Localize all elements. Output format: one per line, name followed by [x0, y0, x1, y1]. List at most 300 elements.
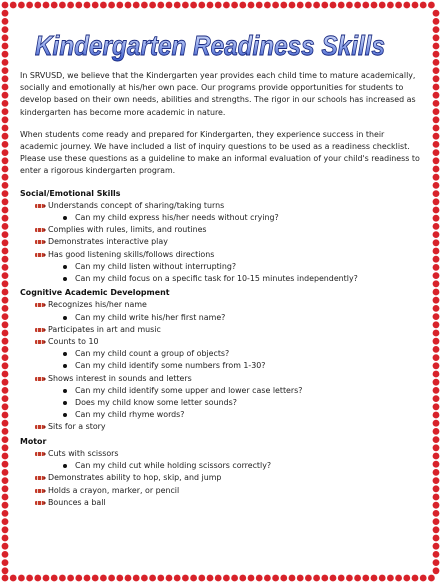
border-dot [18, 2, 25, 9]
section-title: Social/Emotional Skills [20, 188, 121, 198]
border-dot [433, 100, 440, 107]
border-dot [223, 2, 230, 9]
border-dot [239, 575, 246, 582]
border-dot [433, 231, 440, 238]
border-dot [26, 575, 33, 582]
sub-list [20, 261, 420, 285]
border-dot [256, 575, 263, 582]
border-dot [166, 2, 173, 9]
border-dot [433, 551, 440, 558]
border-dot [2, 403, 9, 410]
border-dot [354, 2, 361, 9]
border-dot [215, 575, 222, 582]
list-item-label: Cuts with scissors [48, 448, 119, 458]
border-dot [2, 100, 9, 107]
border-dot [92, 2, 99, 9]
border-dot [248, 575, 255, 582]
list-item-label: Demonstrates ability to hop, skip, and jump [48, 473, 222, 483]
checklist [20, 188, 420, 509]
border-dot [75, 575, 82, 582]
border-dot [433, 313, 440, 320]
sub-list-item [20, 385, 420, 397]
section-title: Motor [20, 436, 47, 446]
border-dot [18, 575, 25, 582]
border-dot [433, 477, 440, 484]
border-dot [433, 526, 440, 533]
border-dot [433, 239, 440, 246]
border-dot [2, 420, 9, 427]
border-dot [433, 272, 440, 279]
border-dot [420, 575, 427, 582]
border-dot [108, 575, 115, 582]
border-dot [2, 59, 9, 66]
crayon-icon [33, 203, 46, 209]
border-dot [362, 2, 369, 9]
border-dot [433, 92, 440, 99]
border-dot [395, 575, 402, 582]
list-item [20, 299, 420, 311]
border-dot [433, 371, 440, 378]
list-item [20, 249, 420, 261]
crayon-icon [33, 475, 46, 481]
border-dot [2, 116, 9, 123]
border-dot [387, 575, 394, 582]
border-dot [362, 575, 369, 582]
border-dot [2, 43, 9, 50]
sub-list-item-label: Can my child count a group of objects? [75, 349, 230, 359]
border-dot [2, 272, 9, 279]
border-dot [2, 182, 9, 189]
border-dot [116, 575, 123, 582]
border-dot [2, 231, 9, 238]
list-item [20, 224, 420, 236]
border-dot [2, 551, 9, 558]
border-dot [371, 2, 378, 9]
sub-list [20, 348, 420, 372]
border-dot [433, 469, 440, 476]
border-dot [433, 67, 440, 74]
sub-list-item-label: Can my child listen without interrupting? [75, 261, 237, 271]
sub-list [20, 460, 420, 472]
border-dot [10, 2, 17, 9]
border-dot [2, 75, 9, 82]
border-dot [433, 125, 440, 132]
border-dot [2, 198, 9, 205]
list-item-label: Understands concept of sharing/taking turns [48, 200, 225, 210]
border-dot [2, 84, 9, 91]
border-dot [2, 477, 9, 484]
border-dot [149, 575, 156, 582]
border-dot [2, 436, 9, 443]
border-dot [75, 2, 82, 9]
border-dot [231, 2, 238, 9]
sub-list-item [20, 409, 420, 421]
border-dot [2, 125, 9, 132]
border-dot [433, 51, 440, 58]
border-dot [371, 575, 378, 582]
border-dot [433, 494, 440, 501]
border-dot [51, 575, 58, 582]
border-dot [433, 157, 440, 164]
list-item [20, 336, 420, 348]
border-dot [433, 321, 440, 328]
border-dot [433, 215, 440, 222]
border-dot [433, 543, 440, 550]
border-dot [297, 2, 304, 9]
border-dot [2, 395, 9, 402]
border-dot [2, 518, 9, 525]
border-dot [67, 2, 74, 9]
border-dot [379, 2, 386, 9]
crayon-icon [33, 239, 46, 245]
border-dot [2, 453, 9, 460]
border-dot [207, 2, 214, 9]
border-dot [2, 141, 9, 148]
list-item-label: Sits for a story [48, 422, 106, 432]
border-dot [2, 321, 9, 328]
border-dot [2, 575, 9, 582]
sub-list-item-label: Can my child identify some upper and lower case letters? [75, 385, 303, 395]
crayon-icon [33, 500, 46, 506]
border-dot [2, 346, 9, 353]
border-dot [297, 575, 304, 582]
border-dot [223, 575, 230, 582]
sub-list-item-label: Can my child express his/her needs without crying? [75, 213, 279, 223]
border-dot [2, 26, 9, 33]
border-dot [166, 575, 173, 582]
crayon-icon [33, 451, 46, 457]
sub-list-item-label: Can my child focus on a specific task for 10-15 minutes independently? [75, 274, 358, 284]
list-item-label: Counts to 10 [48, 337, 99, 347]
border-dot [149, 2, 156, 9]
border-dot [289, 2, 296, 9]
border-dot [133, 2, 140, 9]
document-body [20, 70, 420, 509]
border-dot [313, 2, 320, 9]
border-dot [2, 289, 9, 296]
crayon-icon [33, 327, 46, 333]
border-dot [433, 502, 440, 509]
sub-list [20, 385, 420, 422]
border-dot [2, 543, 9, 550]
border-dot [433, 395, 440, 402]
list-item [20, 421, 420, 433]
border-dot [141, 2, 148, 9]
border-dot [433, 223, 440, 230]
border-dot [2, 18, 9, 25]
border-dot [59, 575, 66, 582]
list-item-label: Complies with rules, limits, and routines [48, 225, 207, 235]
list-item-label: Bounces a ball [48, 497, 106, 507]
border-dot [2, 207, 9, 214]
border-dot [433, 166, 440, 173]
border-dot [433, 59, 440, 66]
border-dot [157, 2, 164, 9]
list-item [20, 472, 420, 484]
border-dot [133, 575, 140, 582]
border-dot [321, 575, 328, 582]
border-dot [2, 149, 9, 156]
border-dot [2, 190, 9, 197]
border-dot [433, 198, 440, 205]
border-dot [43, 575, 50, 582]
border-dot [2, 223, 9, 230]
border-dot [433, 338, 440, 345]
border-dot [433, 444, 440, 451]
border-dot [305, 575, 312, 582]
border-dot [92, 575, 99, 582]
crayon-icon [33, 227, 46, 233]
border-dot [433, 26, 440, 33]
border-dot [330, 575, 337, 582]
sub-list-item-label: Can my child cut while holding scissors correctly? [75, 461, 272, 471]
bullet-icon [63, 265, 67, 269]
border-dot [321, 2, 328, 9]
border-dot [433, 403, 440, 410]
border-dot [280, 2, 287, 9]
border-dot [433, 34, 440, 41]
crayon-icon [33, 302, 46, 308]
list-item-label: Shows interest in sounds and letters [48, 373, 192, 383]
border-dot [433, 420, 440, 427]
border-dot [141, 575, 148, 582]
border-dot [272, 575, 279, 582]
border-dot [395, 2, 402, 9]
border-dot [433, 387, 440, 394]
border-dot [379, 575, 386, 582]
border-dot [182, 2, 189, 9]
border-dot [2, 2, 9, 9]
border-dot [403, 2, 410, 9]
border-dot [2, 215, 9, 222]
border-dot [2, 157, 9, 164]
border-dot [264, 575, 271, 582]
border-dot [428, 575, 435, 582]
border-dot [198, 575, 205, 582]
crayon-icon [33, 376, 46, 382]
border-dot [433, 559, 440, 566]
crayon-icon [33, 252, 46, 258]
bullet-icon [63, 352, 67, 356]
border-dot [346, 2, 353, 9]
bullet-icon [63, 401, 67, 405]
border-dot [2, 469, 9, 476]
border-dot [272, 2, 279, 9]
border-dot [2, 67, 9, 74]
border-dot [190, 575, 197, 582]
border-dot [100, 575, 107, 582]
border-dot [2, 92, 9, 99]
section-title: Cognitive Academic Development [20, 288, 170, 298]
intro-paragraph-2: When students come ready and prepared for Kindergarten, they experience success in their academic journey. We have included a list of inquiry questions to be used as a readiness checklist. Please use these questions as a guideline to make an informal evaluation of your child's readiness to enter a rigorous kindergarten program. [20, 129, 420, 176]
border-dot [433, 264, 440, 271]
border-dot [433, 461, 440, 468]
border-dot [34, 575, 41, 582]
sub-list [20, 312, 420, 324]
bullet-icon [63, 413, 67, 417]
border-dot [198, 2, 205, 9]
border-dot [433, 280, 440, 287]
sub-list [20, 212, 420, 224]
bullet-icon [63, 364, 67, 368]
border-dot [338, 2, 345, 9]
border-dot [2, 412, 9, 419]
border-dot [433, 330, 440, 337]
list-item [20, 485, 420, 497]
sub-list-item [20, 212, 420, 224]
sub-list-item [20, 360, 420, 372]
intro-paragraph-1: In SRVUSD, we believe that the Kindergarten year provides each child time to mature academically, socially and emotionally at his/her own pace. Our programs provide opportunities for students to develop based on their own needs, abilities and strengths. The rigor in our schools has increased as kindergarten has become more academic in nature. [20, 71, 416, 117]
border-dot [428, 2, 435, 9]
border-dot [305, 2, 312, 9]
title-wordart [30, 22, 390, 68]
border-dot [387, 2, 394, 9]
border-dot [2, 444, 9, 451]
border-dot [125, 575, 132, 582]
border-dot [433, 535, 440, 542]
crayon-icon [33, 339, 46, 345]
sub-list-item-label: Can my child identify some numbers from 1-30? [75, 361, 266, 371]
list-item [20, 236, 420, 248]
border-dot [100, 2, 107, 9]
border-dot [2, 305, 9, 312]
border-dot [157, 575, 164, 582]
list-item [20, 373, 420, 385]
border-dot [2, 313, 9, 320]
border-dot [433, 10, 440, 17]
border-dot [433, 510, 440, 517]
border-dot [433, 346, 440, 353]
border-dot [2, 362, 9, 369]
border-dot [116, 2, 123, 9]
border-dot [433, 362, 440, 369]
sub-list-item [20, 312, 420, 324]
border-dot [84, 2, 91, 9]
border-dot [433, 133, 440, 140]
border-dot [433, 297, 440, 304]
border-dot [2, 502, 9, 509]
border-dot [2, 297, 9, 304]
border-dot [433, 248, 440, 255]
border-dot [2, 133, 9, 140]
bullet-icon [63, 277, 67, 281]
border-dot [433, 18, 440, 25]
crayon-icon [33, 488, 46, 494]
border-dot [2, 494, 9, 501]
border-dot [2, 264, 9, 271]
border-dot [2, 485, 9, 492]
list-item [20, 200, 420, 212]
list-item-label: Demonstrates interactive play [48, 237, 168, 247]
border-dot [433, 256, 440, 263]
list-item [20, 497, 420, 509]
section-list [20, 200, 420, 285]
sub-list-item [20, 397, 420, 409]
sub-list-item [20, 348, 420, 360]
border-dot [34, 2, 41, 9]
border-dot [433, 75, 440, 82]
border-dot [433, 412, 440, 419]
border-dot [43, 2, 50, 9]
border-dot [26, 2, 33, 9]
border-dot [289, 575, 296, 582]
border-dot [2, 354, 9, 361]
border-dot [2, 174, 9, 181]
border-dot [2, 256, 9, 263]
border-dot [2, 248, 9, 255]
border-dot [433, 207, 440, 214]
sub-list-item-label: Can my child rhyme words? [75, 410, 185, 420]
border-dot [248, 2, 255, 9]
border-dot [433, 379, 440, 386]
border-dot [174, 2, 181, 9]
border-dot [2, 280, 9, 287]
border-dot [108, 2, 115, 9]
border-dot [2, 461, 9, 468]
border-dot [412, 575, 419, 582]
border-dot [2, 387, 9, 394]
border-dot [433, 174, 440, 181]
border-dot [239, 2, 246, 9]
list-item [20, 448, 420, 460]
border-dot [433, 428, 440, 435]
border-dot [2, 428, 9, 435]
border-dot [433, 518, 440, 525]
border-dot [433, 436, 440, 443]
sub-list-item-label: Can my child write his/her first name? [75, 312, 226, 322]
border-dot [67, 575, 74, 582]
list-item-label: Participates in art and music [48, 324, 161, 334]
sub-list-item-label: Does my child know some letter sounds? [75, 398, 237, 408]
page-title [30, 22, 390, 68]
border-dot [2, 535, 9, 542]
border-dot [433, 108, 440, 115]
border-dot [2, 567, 9, 574]
border-dot [433, 567, 440, 574]
border-dot [412, 2, 419, 9]
border-dot [84, 575, 91, 582]
border-dot [433, 182, 440, 189]
list-item-label: Has good listening skills/follows directions [48, 249, 215, 259]
border-dot [2, 526, 9, 533]
border-dot [2, 239, 9, 246]
border-dot [2, 34, 9, 41]
border-dot [2, 379, 9, 386]
border-dot [231, 575, 238, 582]
border-dot [433, 485, 440, 492]
section-list [20, 299, 420, 433]
border-dot [182, 575, 189, 582]
border-dot [433, 43, 440, 50]
border-dot [433, 116, 440, 123]
border-dot [2, 108, 9, 115]
border-dot [2, 371, 9, 378]
sub-list-item [20, 460, 420, 472]
border-dot [403, 575, 410, 582]
border-dot [346, 575, 353, 582]
sub-list-item [20, 273, 420, 285]
border-dot [433, 453, 440, 460]
border-dot [433, 84, 440, 91]
bullet-icon [63, 216, 67, 220]
border-dot [2, 10, 9, 17]
border-dot [59, 2, 66, 9]
border-dot [2, 510, 9, 517]
title-text: Kindergarten Readiness Skills [35, 30, 385, 61]
border-dot [125, 2, 132, 9]
border-dot [433, 305, 440, 312]
border-dot [190, 2, 197, 9]
